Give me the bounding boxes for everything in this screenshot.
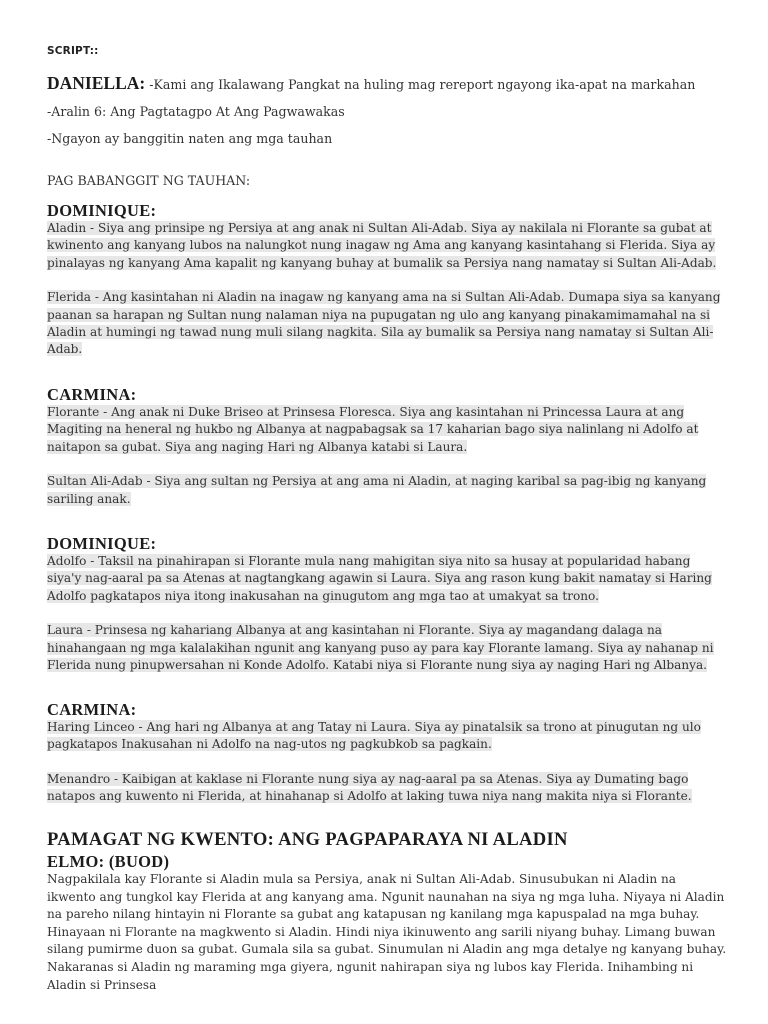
speaker-name: DOMINIQUE:: [47, 534, 157, 553]
highlighted-text: Florante - Ang anak ni Duke Briseo at Prinsesa Floresca. Siya ang kasintahan ni Princessa Laura at ang Magiting na heneral ng hukbo ng Albanya at nagpabagsak sa 17 kaharian bago siya nalinlang ni Adolfo at naitapon sa gubat. Siya ang naging Hari ng Albanya katabi si Laura.: [47, 405, 699, 454]
highlighted-text: Menandro - Kaibigan at kaklase ni Florante nung siya ay nag-aaral pa sa Atenas. Siya ay Dumating bago natapos ang kuwento ni Flerida, at hinahanap si Adolfo at laking tuwa niya nang makita niya si Florante.: [47, 771, 692, 804]
intro-line-2: -Aralin 6: Ang Pagtatagpo At Ang Pagwawakas: [47, 104, 345, 119]
intro-line-3: -Ngayon ay banggitin naten ang mga tauhan: [47, 131, 333, 146]
highlighted-text: Haring Linceo - Ang hari ng Albanya at ang Tatay ni Laura. Siya ay pinatalsik sa trono at pinugutan ng ulo pagkatapos Inakusahan ni Adolfo na nag-utos ng pagkubkob sa pagkain.: [47, 720, 701, 752]
section-dominique-2: [47, 534, 727, 674]
buod-text: Nagpakilala kay Florante si Aladin mula sa Persiya, anak ni Sultan Ali-Adab. Sinusubukan ni Aladin na ikwento ang tungkol kay Flerida at ang kanyang ama. Ngunit naunahan na siya ng mga luha. Niyaya ni Aladin na pareho nilang hintayin ni Florante sa gubat ang katapusan ng kanilang mga kapuspalad na mga buhay. Hinayaan ni Florante na magkwento si Aladin. Hindi niya ikinuwento ang sarili niyang buhay. Limang buwan silang pumirme duon sa gubat. Gumala sila sa gubat. Sinumulan ni Aladin ang mga detalye ng kanyang buhay. Nakaranas si Aladin ng maraming mga giyera, ngunit nahirapan siya ng lubos kay Flerida. Inihambing ni Aladin si Prinsesa: [47, 872, 727, 992]
elmo-buod-heading: ELMO: (BUOD): [47, 852, 170, 871]
speaker-daniella: DANIELLA:: [47, 73, 146, 93]
character-description: [47, 719, 727, 754]
character-description: [47, 771, 727, 806]
story-title: PAMAGAT NG KWENTO: ANG PAGPAPARAYA NI ALADIN: [47, 829, 568, 850]
character-description: [47, 289, 727, 359]
speaker-name: CARMINA:: [47, 385, 137, 404]
intro-text-1: -Kami ang Ikalawang Pangkat na huling mag rereport ngayong ika-apat na markahan: [149, 77, 696, 92]
highlighted-text: Adolfo - Taksil na pinahirapan si Florante mula nang mahigitan siya nito sa husay at popularidad habang siya'y nag-aaral pa sa Atenas at nagtangkang agawin si Laura. Siya ang rason kung bakit namatay si Haring Adolfo pagkatapos niya itong inakusahan na ginugutom ang mga tao at umakyat sa trono.: [47, 554, 712, 603]
character-description: [47, 553, 727, 605]
section-carmina-1: [47, 385, 727, 508]
section-carmina-2: [47, 700, 727, 806]
speaker-name: DOMINIQUE:: [47, 201, 157, 220]
highlighted-text: Aladin - Siya ang prinsipe ng Persiya at ang anak ni Sultan Ali-Adab. Siya ay nakilala ni Florante sa gubat at kwinento ang kanyang lubos na nalungkot nung inagaw ng Ama ang kanyang kasintahang si Flerida. Siya ay pinalayas ng kanyang Ama kapalit ng kanyang buhay at bumalik sa Persiya nang namatay si Sultan Ali-Adab.: [47, 221, 717, 270]
intro-line-1: [47, 70, 727, 98]
highlighted-text: Flerida - Ang kasintahan ni Aladin na inagaw ng kanyang ama na si Sultan Ali-Adab. Dumapa siya sa kanyang paanan sa harapan ng Sultan nung nalaman niya na pupugatan ng ulo ang kanyang pinakamimamahal na si Aladin at humingi ng tawad nung muli silang nagkita. Sila ay bumalik sa Persiya nang namatay si Sultan Ali-Adab.: [47, 290, 721, 357]
buod-block: [47, 871, 727, 994]
speaker-name: CARMINA:: [47, 700, 137, 719]
script-label: SCRIPT::: [47, 45, 99, 57]
character-description: [47, 473, 727, 508]
highlighted-text: Laura - Prinsesa ng kahariang Albanya at ang kasintahan ni Florante. Siya ay magandang dalaga na hinahangaan ng mga kalalakihan ngunit ang kanyang puso ay para kay Florante lamang. Siya ay nahanap ni Flerida nung pinupwersahan ni Konde Adolfo. Katabi niya si Florante nung siya ay naging Hari ng Albanya.: [47, 623, 714, 673]
highlighted-text: Sultan Ali-Adab - Siya ang sultan ng Persiya at ang ama ni Aladin, at naging karibal sa pag-ibig ng kanyang sariling anak.: [47, 474, 707, 506]
character-description: [47, 220, 727, 272]
intro-block: [47, 70, 727, 152]
section-dominique-1: [47, 201, 727, 359]
tauhan-heading: PAG BABANGGIT NG TAUHAN:: [47, 173, 251, 188]
character-description: [47, 404, 727, 456]
character-description: [47, 622, 727, 674]
